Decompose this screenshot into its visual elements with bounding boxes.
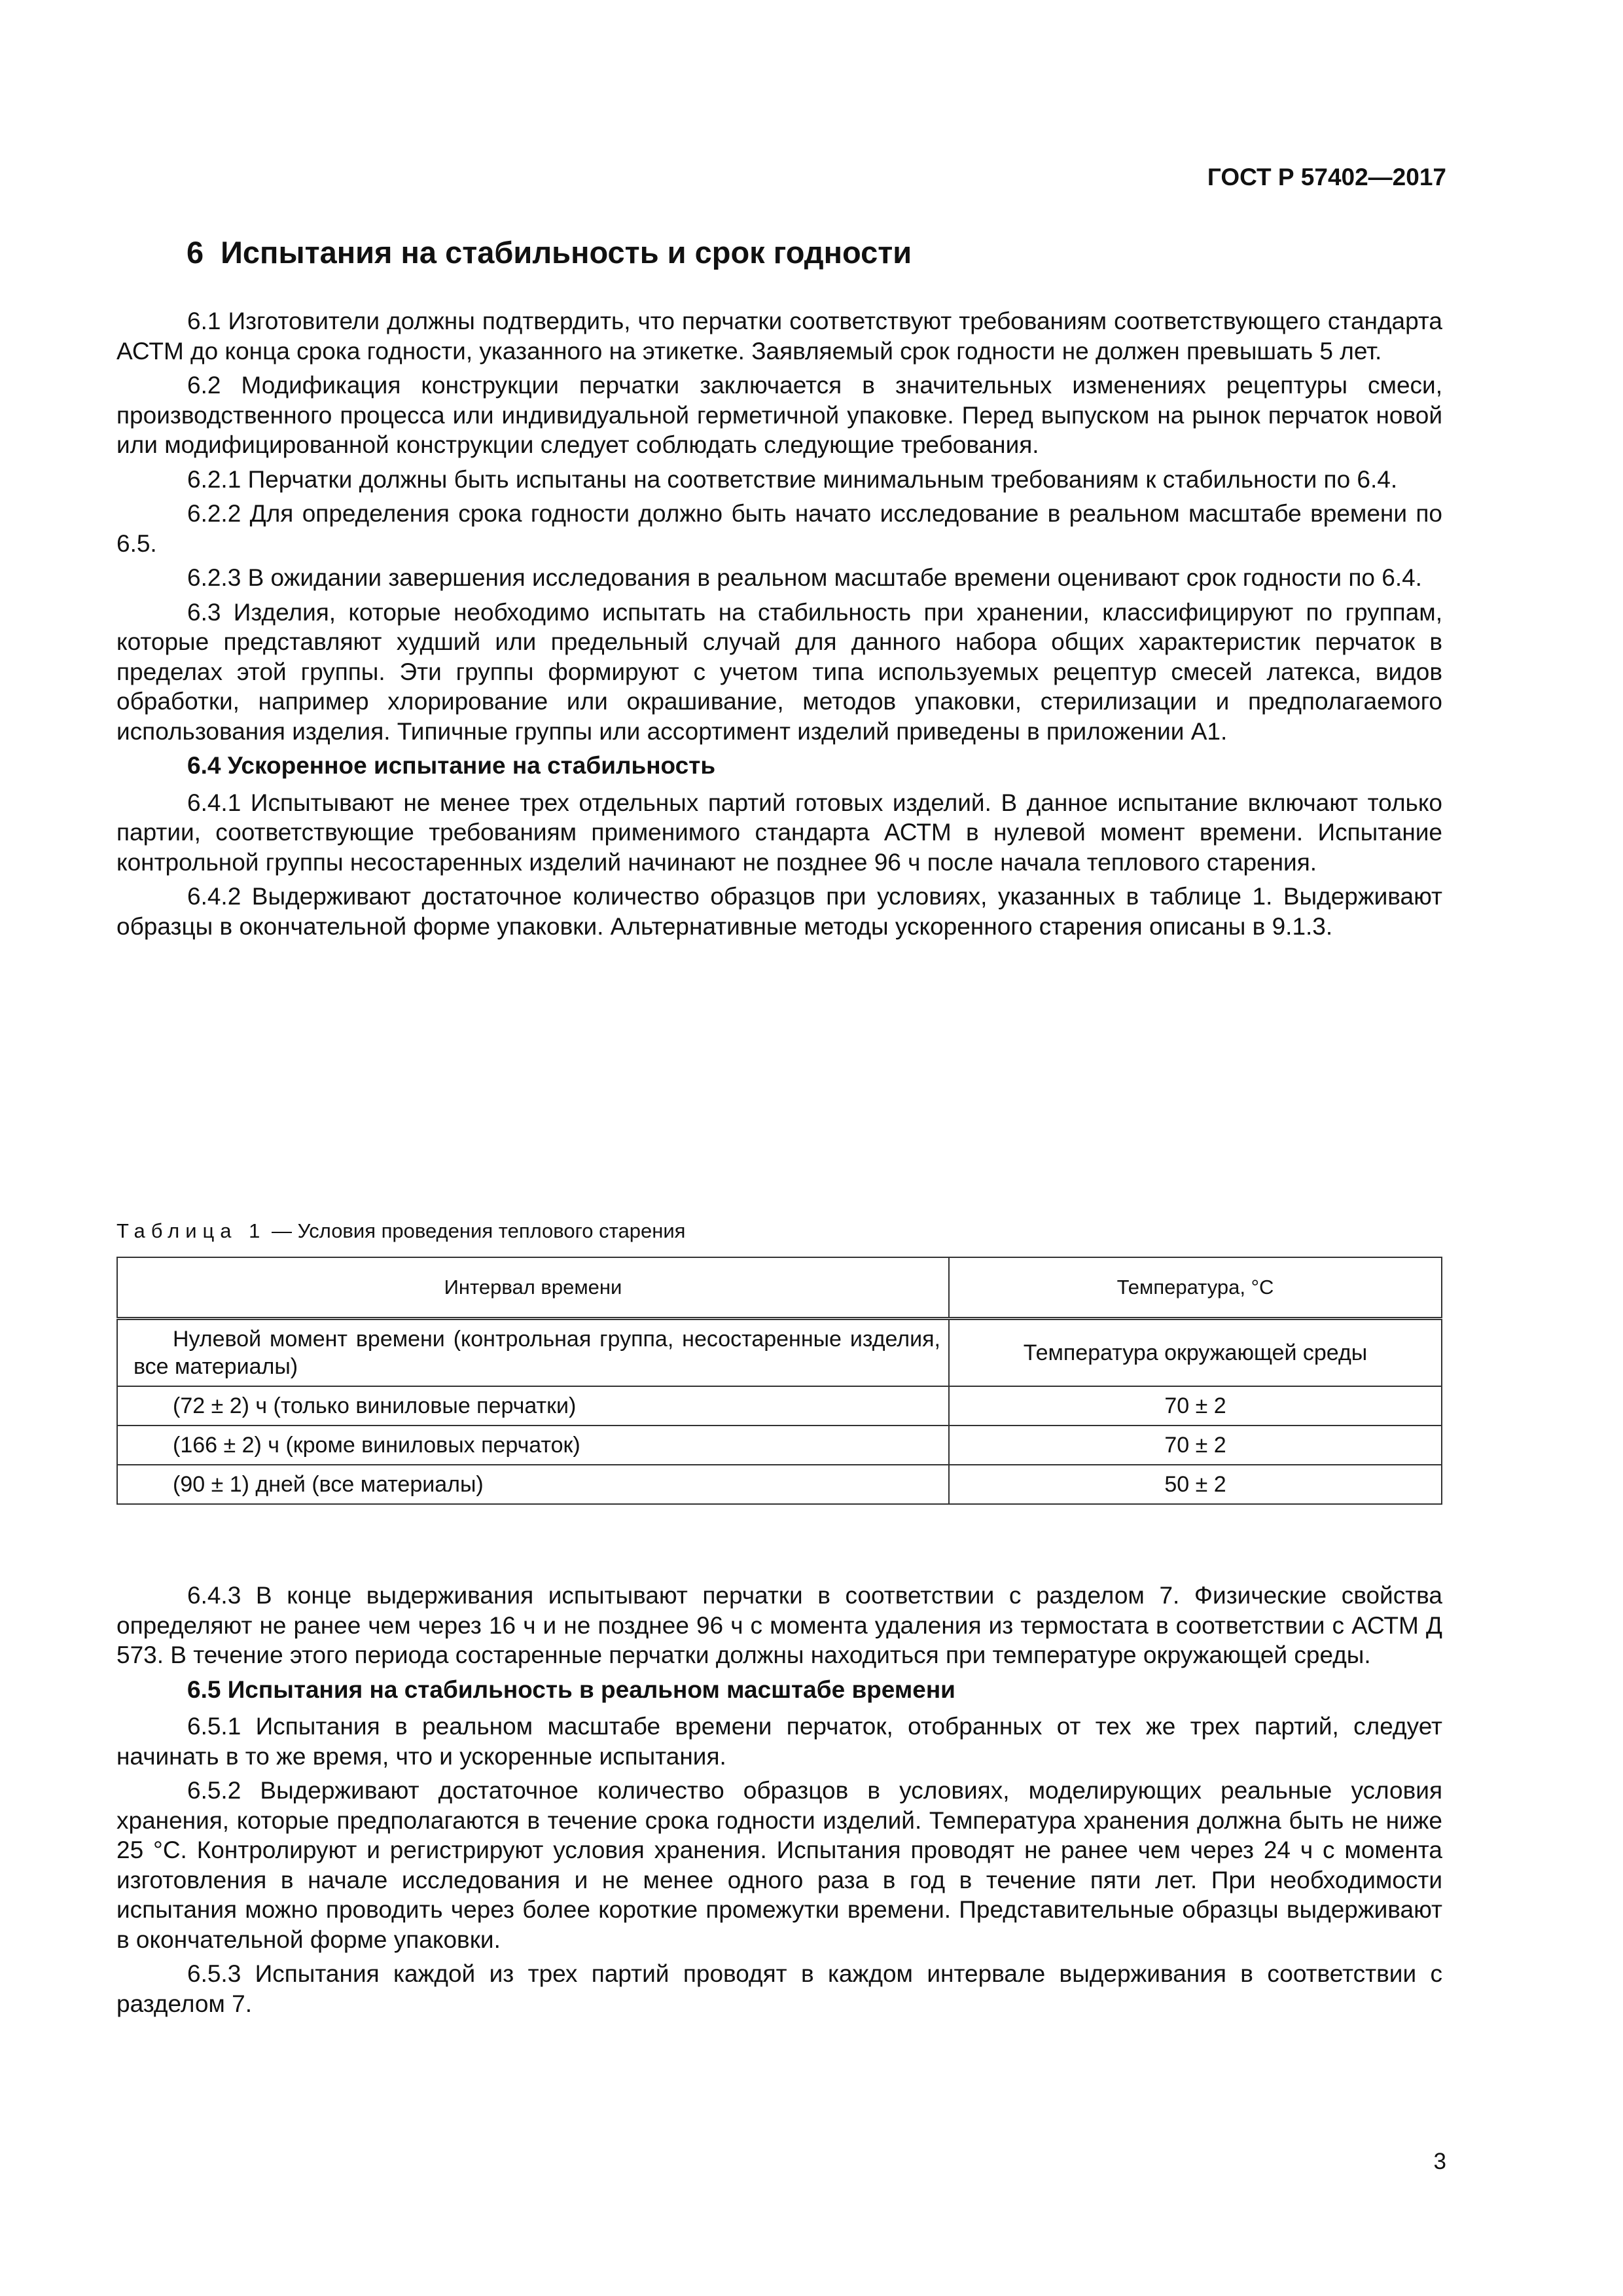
- subsection-heading-6-5: 6.5 Испытания на стабильность в реальном масштабе времени: [187, 1676, 955, 1703]
- paragraph-6-2-1: 6.2.1 Перчатки должны быть испытаны на соответствие минимальным требованиям к стабильности по 6.4.: [187, 465, 1398, 493]
- table-cell-temperature: 70 ± 2: [949, 1386, 1442, 1426]
- table-caption: [116, 1216, 1442, 1246]
- table-row: [117, 1318, 1442, 1386]
- table-caption-text: — Условия проведения теплового старения: [266, 1219, 686, 1242]
- paragraph-6-5-3: 6.5.3 Испытания каждой из трех партий проводят в каждом интервале выдерживания в соответствии с разделом 7.: [116, 1960, 1442, 2017]
- standard-designation: ГОСТ Р 57402—2017: [1207, 164, 1446, 190]
- header-temperature: Температура, °С: [949, 1257, 1442, 1319]
- section-heading: [187, 234, 912, 270]
- paragraph-6-3: 6.3 Изделия, которые необходимо испытать на стабильность при хранении, классифицируют по группам, которые представляют худший или предельный случай для данного набора общих характеристик перчаток в пределах этой группы. Эти группы формируют с учетом типа используемых рецептур смесей латекса, видов обработки, например хлорирование или окрашивание, методов упаковки, стерилизации и предполагаемого использования изделия. Типичные группы или ассортимент изделий приведены в приложении А1.: [116, 598, 1442, 745]
- header-time-interval: Интервал времени: [117, 1257, 949, 1319]
- paragraph-6-4-3: 6.4.3 В конце выдерживания испытывают перчатки в соответствии с разделом 7. Физические свойства определяют не ранее чем через 16 ч и не позднее 96 ч с момента удаления из термостата в соответствии с АСТМ Д 573. В течение этого периода состаренные перчатки должны находиться при температуре окружающей среды.: [116, 1582, 1442, 1668]
- table-cell-interval: Нулевой момент времени (контрольная группа, несостаренные изделия, все материалы): [117, 1318, 949, 1386]
- table-cell-temperature: Температура окружающей среды: [949, 1318, 1442, 1386]
- section-number: 6: [187, 235, 204, 270]
- paragraph-6-2-2: 6.2.2 Для определения срока годности должно быть начато исследование в реальном масштабе времени по 6.5.: [116, 500, 1442, 557]
- paragraph-6-4-1: 6.4.1 Испытывают не менее трех отдельных партий готовых изделий. В данное испытание включают только партии, соответствующие требованиям применимого стандарта АСТМ в нулевой момент времени. Испытание контрольной группы несостаренных изделий начинают не позднее 96 ч после начала теплового старения.: [116, 789, 1442, 876]
- table-cell-interval: (72 ± 2) ч (только виниловые перчатки): [117, 1386, 949, 1426]
- table-cell-temperature: 70 ± 2: [949, 1426, 1442, 1465]
- body-text-block-1: [116, 306, 1442, 946]
- table-block: [116, 1216, 1442, 1505]
- paragraph-6-2-3: 6.2.3 В ожидании завершения исследования в реальном масштабе времени оценивают срок годности по 6.4.: [187, 564, 1422, 591]
- aging-conditions-table: [116, 1257, 1442, 1505]
- table-row: [117, 1465, 1442, 1504]
- table-row: [117, 1426, 1442, 1465]
- paragraph-6-1: 6.1 Изготовители должны подтвердить, что перчатки соответствуют требованиям соответствующего стандарта АСТМ до конца срока годности, указанного на этикетке. Заявляемый срок годности не должен превышать 5 лет.: [116, 308, 1442, 365]
- paragraph-6-5-1: 6.5.1 Испытания в реальном масштабе времени перчаток, отобранных от тех же трех партий, следует начинать в то же время, что и ускоренные испытания.: [116, 1713, 1442, 1770]
- page-number: 3: [1433, 2149, 1446, 2174]
- table-caption-label: Таблица 1: [116, 1219, 266, 1242]
- paragraph-6-4-2: 6.4.2 Выдерживают достаточное количество образцов при условиях, указанных в таблице 1. Выдерживают образцы в окончательной форме упаковки. Альтернативные методы ускоренного старения описаны в 9.1.3.: [116, 883, 1442, 940]
- paragraph-6-2: 6.2 Модификация конструкции перчатки заключается в значительных изменениях рецептуры смеси, производственного процесса или индивидуальной герметичной упаковке. Перед выпуском на рынок перчаток новой или модифицированной конструкции следует соблюдать следующие требования.: [116, 372, 1442, 458]
- table-cell-temperature: 50 ± 2: [949, 1465, 1442, 1504]
- table-cell-interval: (166 ± 2) ч (кроме виниловых перчаток): [117, 1426, 949, 1465]
- subsection-heading-6-4: 6.4 Ускоренное испытание на стабильность: [187, 752, 716, 779]
- section-title: Испытания на стабильность и срок годности: [221, 235, 912, 270]
- body-text-block-2: [116, 1581, 1442, 2023]
- table-header-row: [117, 1257, 1442, 1319]
- table-row: [117, 1386, 1442, 1426]
- table-cell-interval: (90 ± 1) дней (все материалы): [117, 1465, 949, 1504]
- paragraph-6-5-2: 6.5.2 Выдерживают достаточное количество образцов в условиях, моделирующих реальные условия хранения, которые предполагаются в течение срока годности изделий. Температура хранения должна быть не ниже 25 °С. Контролируют и регистрируют условия хранения. Испытания проводят не ранее чем через 24 ч с момента изготовления в начале исследования и не менее одного раза в год в течение пяти лет. При необходимости испытания можно проводить через более короткие промежутки времени. Представительные образцы выдерживают в окончательной форме упаковки.: [116, 1777, 1442, 1953]
